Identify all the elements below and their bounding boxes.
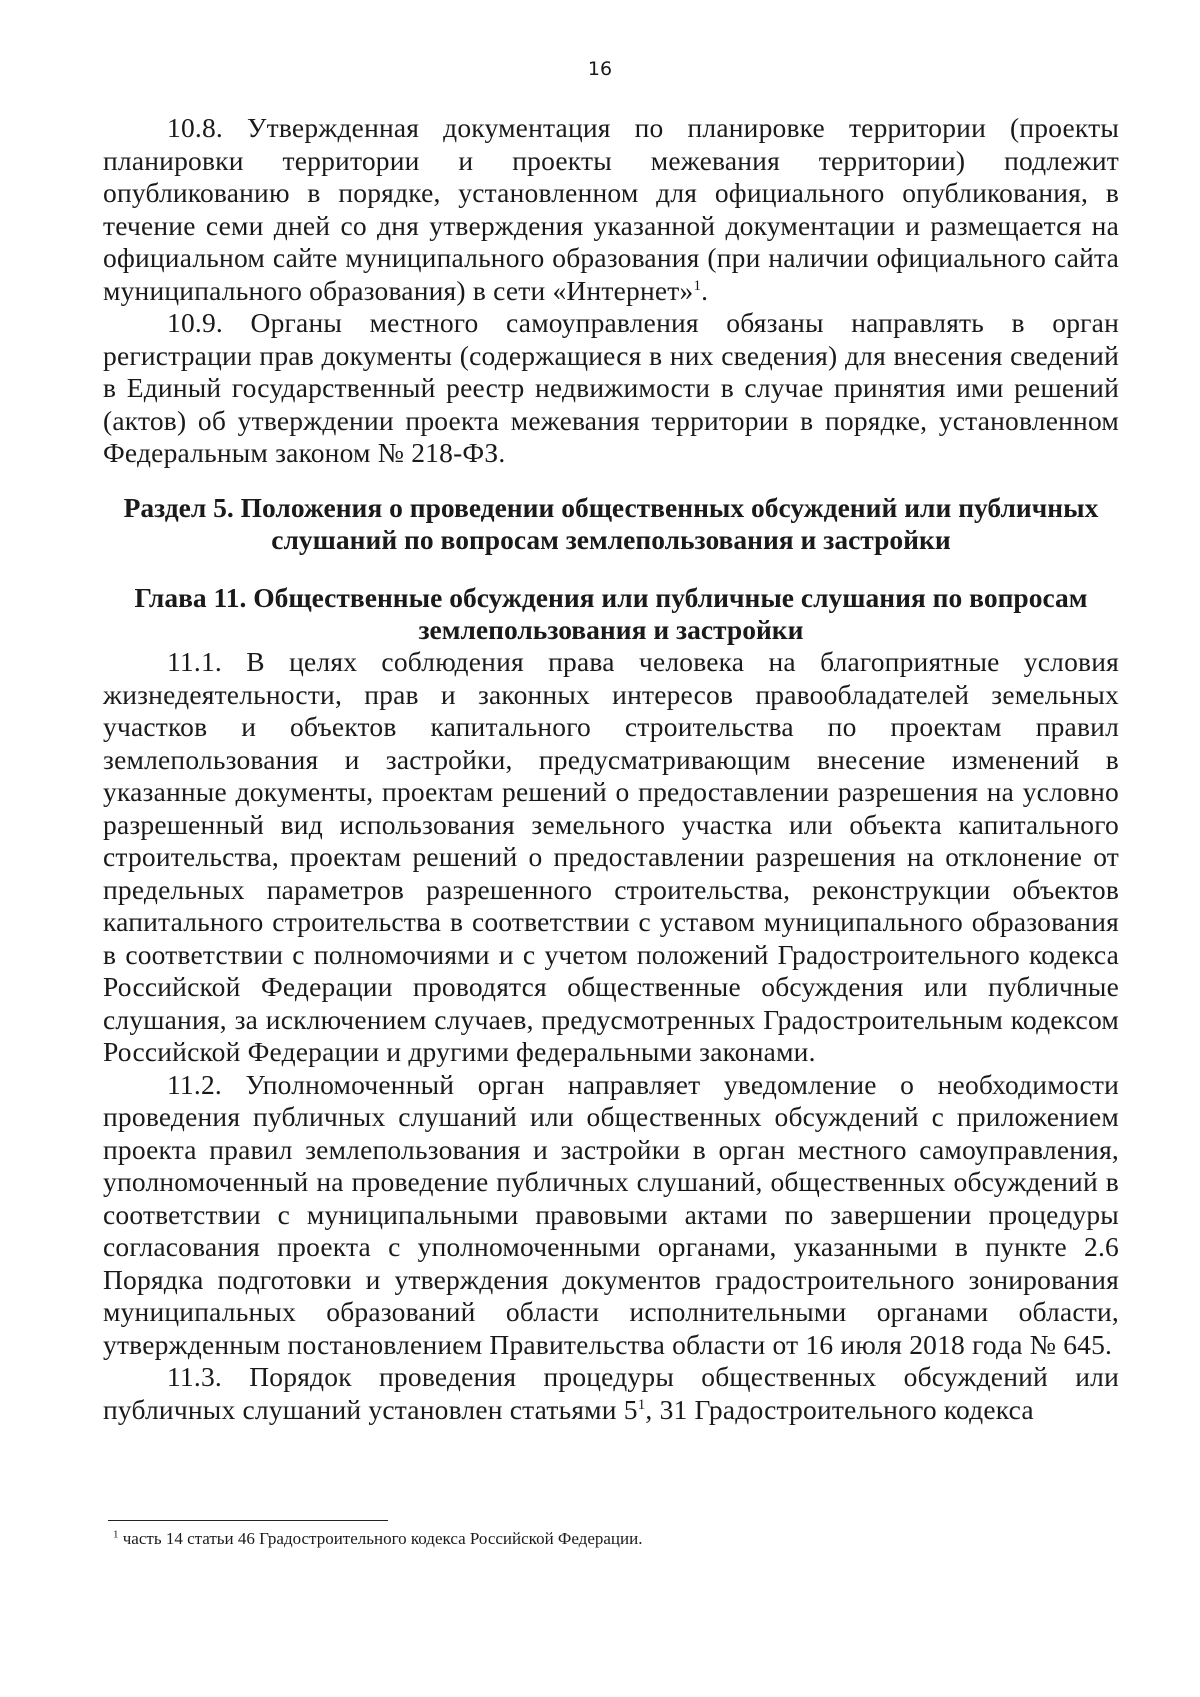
article-superscript: 1 — [637, 1396, 646, 1413]
footnote-text: часть 14 статьи 46 Градостроительного кодекса Российской Федерации. — [122, 1529, 643, 1548]
paragraph-11-2: 11.2. Уполномоченный орган направляет уведомление о необходимости проведения публичных слушаний или общественных обсуждений с приложением проекта правил землепользования и застройки в орган местного самоуправления, уполномоченный на проведение публичных слушаний, общественных обсуждений в соответствии с муниципальными правовыми актами по завершении процедуры согласования проекта с уполномоченными органами, указанными в пункте 2.6 Порядка подготовки и утверждения документов градостроительного зонирования муниципальных образований области исполнительными органами области, утвержденным постановлением Правительства области от 16 июля 2018 года № 645. — [103, 1068, 1119, 1360]
paragraph-10-8-tail: . — [701, 274, 709, 306]
page-number: 16 — [587, 58, 613, 80]
chapter-heading: Глава 11. Общественные обсуждения или публичные слушания по вопросам землепользования и застройки — [134, 582, 1088, 645]
paragraph-11-3-text-start: 11.3. Порядок проведения процедуры общественных обсуждений или публичных слушаний установлен статьями 5 — [103, 1361, 1119, 1425]
paragraph-10-8 — [103, 112, 1119, 307]
footnote — [113, 1528, 642, 1550]
footnote-reference: 1 — [693, 277, 702, 294]
body-block-bottom — [103, 646, 1119, 1426]
footnote-marker: 1 — [113, 1528, 119, 1541]
paragraph-11-3 — [103, 1361, 1119, 1426]
paragraph-11-3-text-end: , 31 Градостроительного кодекса — [645, 1393, 1034, 1425]
footnote-divider — [108, 1520, 388, 1521]
paragraph-10-9: 10.9. Органы местного самоуправления обязаны направлять в орган регистрации прав документы (содержащиеся в них сведения) для внесения сведений в Единый государственный реестр недвижимости в случае принятия ими решений (актов) об утверждении проекта межевания территории в порядке, установленном Федеральным законом № 218-ФЗ. — [103, 307, 1119, 468]
paragraph-10-8-text: 10.8. Утвержденная документация по планировке территории (проекты планировки территории и проекты межевания территории) подлежит опубликованию в порядке, установленном для официального опубликования, в течение семи дней со дня утверждения указанной документации и размещается на официальном сайте муниципального образования (при наличии официального сайта муниципального образования) в сети «Интернет» — [103, 112, 1119, 306]
paragraph-11-1: 11.1. В целях соблюдения права человека на благоприятные условия жизнедеятельности, прав и законных интересов правообладателей земельных участков и объектов капитального строительства по проектам правил землепользования и застройки, предусматривающим внесение изменений в указанные документы, проектам решений о предоставлении разрешения на условно разрешенный вид использования земельного участка или объекта капитального строительства, проектам решений о предоставлении разрешения на отклонение от предельных параметров разрешенного строительства, реконструкции объектов капитального строительства в соответствии с уставом муниципального образования в соответствии с полномочиями и с учетом положений Градостроительного кодекса Российской Федерации проводятся общественные обсуждения или публичные слушания, за исключением случаев, предусмотренных Градостроительным кодексом Российской Федерации и другими федеральными законами. — [103, 646, 1119, 1067]
section-heading: Раздел 5. Положения о проведении общественных обсуждений или публичных слушаний по вопросам землепользования и застройки — [123, 492, 1099, 555]
body-block-top — [103, 112, 1119, 470]
